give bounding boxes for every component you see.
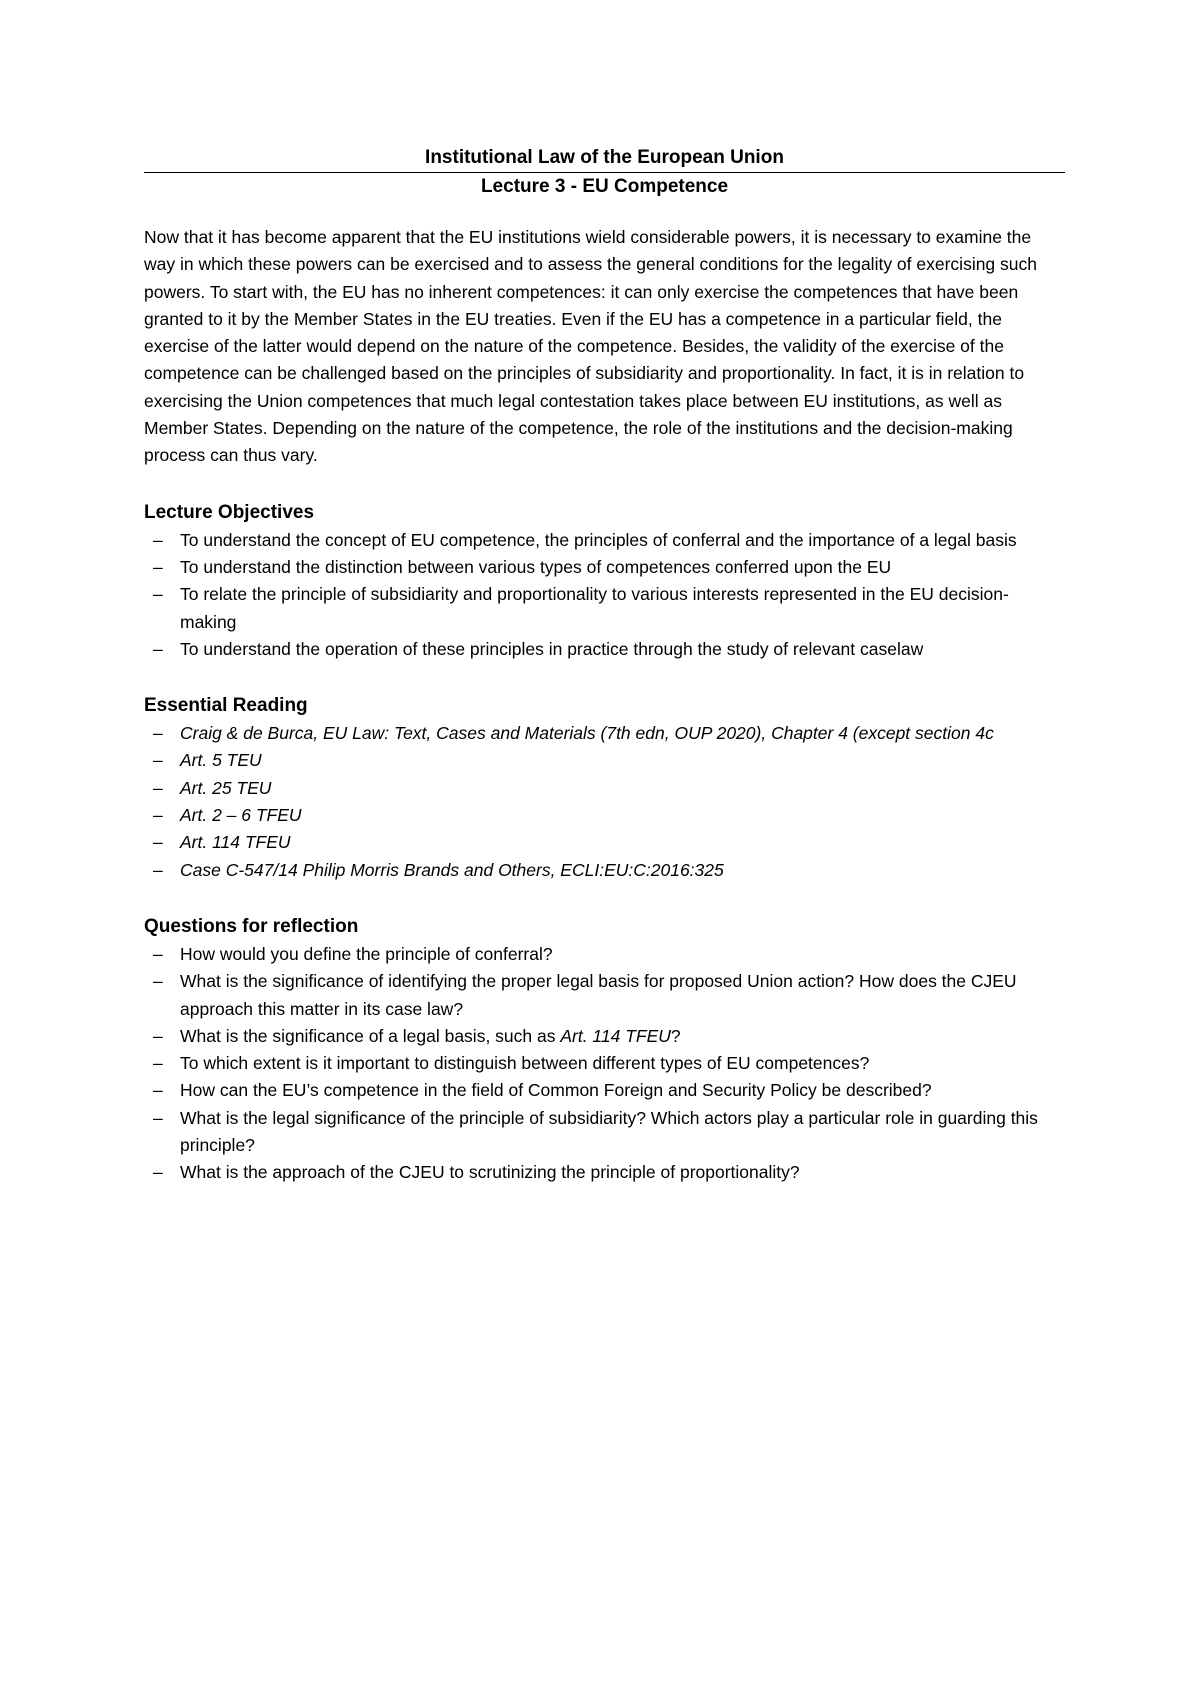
document-page [144,144,1065,1187]
intro-paragraph: Now that it has become apparent that the EU institutions wield considerable powers, it is necessary to examine the way in which these powers can be exercised and to assess the general conditions for the legality of exercising such powers. To start with, the EU has no inherent competences: it can only exercise the competences that have been granted to it by the Member States in the EU treaties. Even if the EU has a competence in a particular field, the exercise of the latter would depend on the nature of the competence. Besides, the validity of the exercise of the competence can be challenged based on the principles of subsidiarity and proportionality. In fact, it is in relation to exercising the Union competences that much legal contestation takes place between EU institutions, as well as Member States. Depending on the nature of the competence, the role of the institutions and the decision-making process can thus vary. [144,227,1037,466]
dash-bullet: – [153,1080,163,1101]
dash-bullet: – [153,1107,163,1128]
list-item [144,941,1065,968]
dash-bullet: – [153,1025,163,1046]
dash-bullet: – [153,750,163,771]
list-item [144,857,1065,884]
reading-text: Case C-547/14 Philip Morris Brands and Others, ECLI:EU:C:2016:325 [180,859,724,880]
question-text: What is the legal significance of the principle of subsidiarity? Which actors play a particular role in guarding this principle? [180,1107,1038,1156]
reading-text: Art. 2 – 6 TFEU [180,805,302,826]
dash-bullet: – [153,832,163,853]
question-text: How would you define the principle of conferral? [180,943,553,964]
dash-bullet: – [153,1053,163,1074]
questions-list [144,941,1065,1187]
dash-bullet: – [153,584,163,605]
list-item [144,636,1065,663]
reading-text: Art. 25 TEU [180,777,272,798]
question-text-end: ? [670,1025,681,1046]
objective-text: To relate the principle of subsidiarity and proportionality to various interests represented in the EU decision-making [180,584,1009,632]
list-item [144,581,1065,636]
list-item [144,1159,1065,1186]
dash-bullet: – [153,529,163,550]
objective-text: To understand the distinction between various types of competences conferred upon the EU [180,556,892,577]
list-item [144,802,1065,829]
question-italic-reference: Art. 114 TFEU [560,1025,671,1046]
objective-text: To understand the operation of these principles in practice through the study of relevant caselaw [180,638,924,659]
reading-text: Art. 114 TFEU [180,832,291,853]
dash-bullet: – [153,859,163,880]
list-item [144,968,1065,1023]
list-item [144,1105,1065,1160]
list-item [144,1050,1065,1077]
list-item [144,554,1065,581]
list-item [144,775,1065,802]
dash-bullet: – [153,556,163,577]
objectives-list [144,527,1065,663]
reading-text: Art. 5 TEU [180,750,262,771]
questions-heading: Questions for reflection [144,915,359,937]
lecture-subtitle: Lecture 3 - EU Competence [480,176,729,197]
document-title: Institutional Law of the European Union [425,147,784,168]
list-item [144,720,1065,747]
objective-text: To understand the concept of EU competence, the principles of conferral and the importance of a legal basis [180,529,1017,550]
dash-bullet: – [153,777,163,798]
objectives-heading: Lecture Objectives [144,501,315,523]
dash-bullet: – [153,971,163,992]
reading-heading: Essential Reading [144,695,308,717]
list-item [144,829,1065,856]
dash-bullet: – [153,638,163,659]
list-item [144,527,1065,554]
reading-text: Craig & de Burca, EU Law: Text, Cases and Materials (7th edn, OUP 2020), Chapter 4 (except section 4c [180,723,994,744]
question-text-start: What is the significance of a legal basis, such as [180,1025,561,1046]
dash-bullet: – [153,943,163,964]
question-text [180,1026,681,1046]
reading-list [144,720,1065,884]
question-text: To which extent is it important to distinguish between different types of EU competences? [180,1053,870,1074]
question-text: What is the significance of identifying the proper legal basis for proposed Union action? How does the CJEU approach this matter in its case law? [180,971,1017,1019]
dash-bullet: – [153,805,163,826]
dash-bullet: – [153,1162,163,1183]
question-text: How can the EU’s competence in the field of Common Foreign and Security Policy be described? [180,1080,932,1101]
list-item [144,1023,1065,1050]
dash-bullet: – [153,723,163,744]
list-item [144,1077,1065,1104]
question-text: What is the approach of the CJEU to scrutinizing the principle of proportionality? [180,1162,800,1183]
list-item [144,747,1065,774]
